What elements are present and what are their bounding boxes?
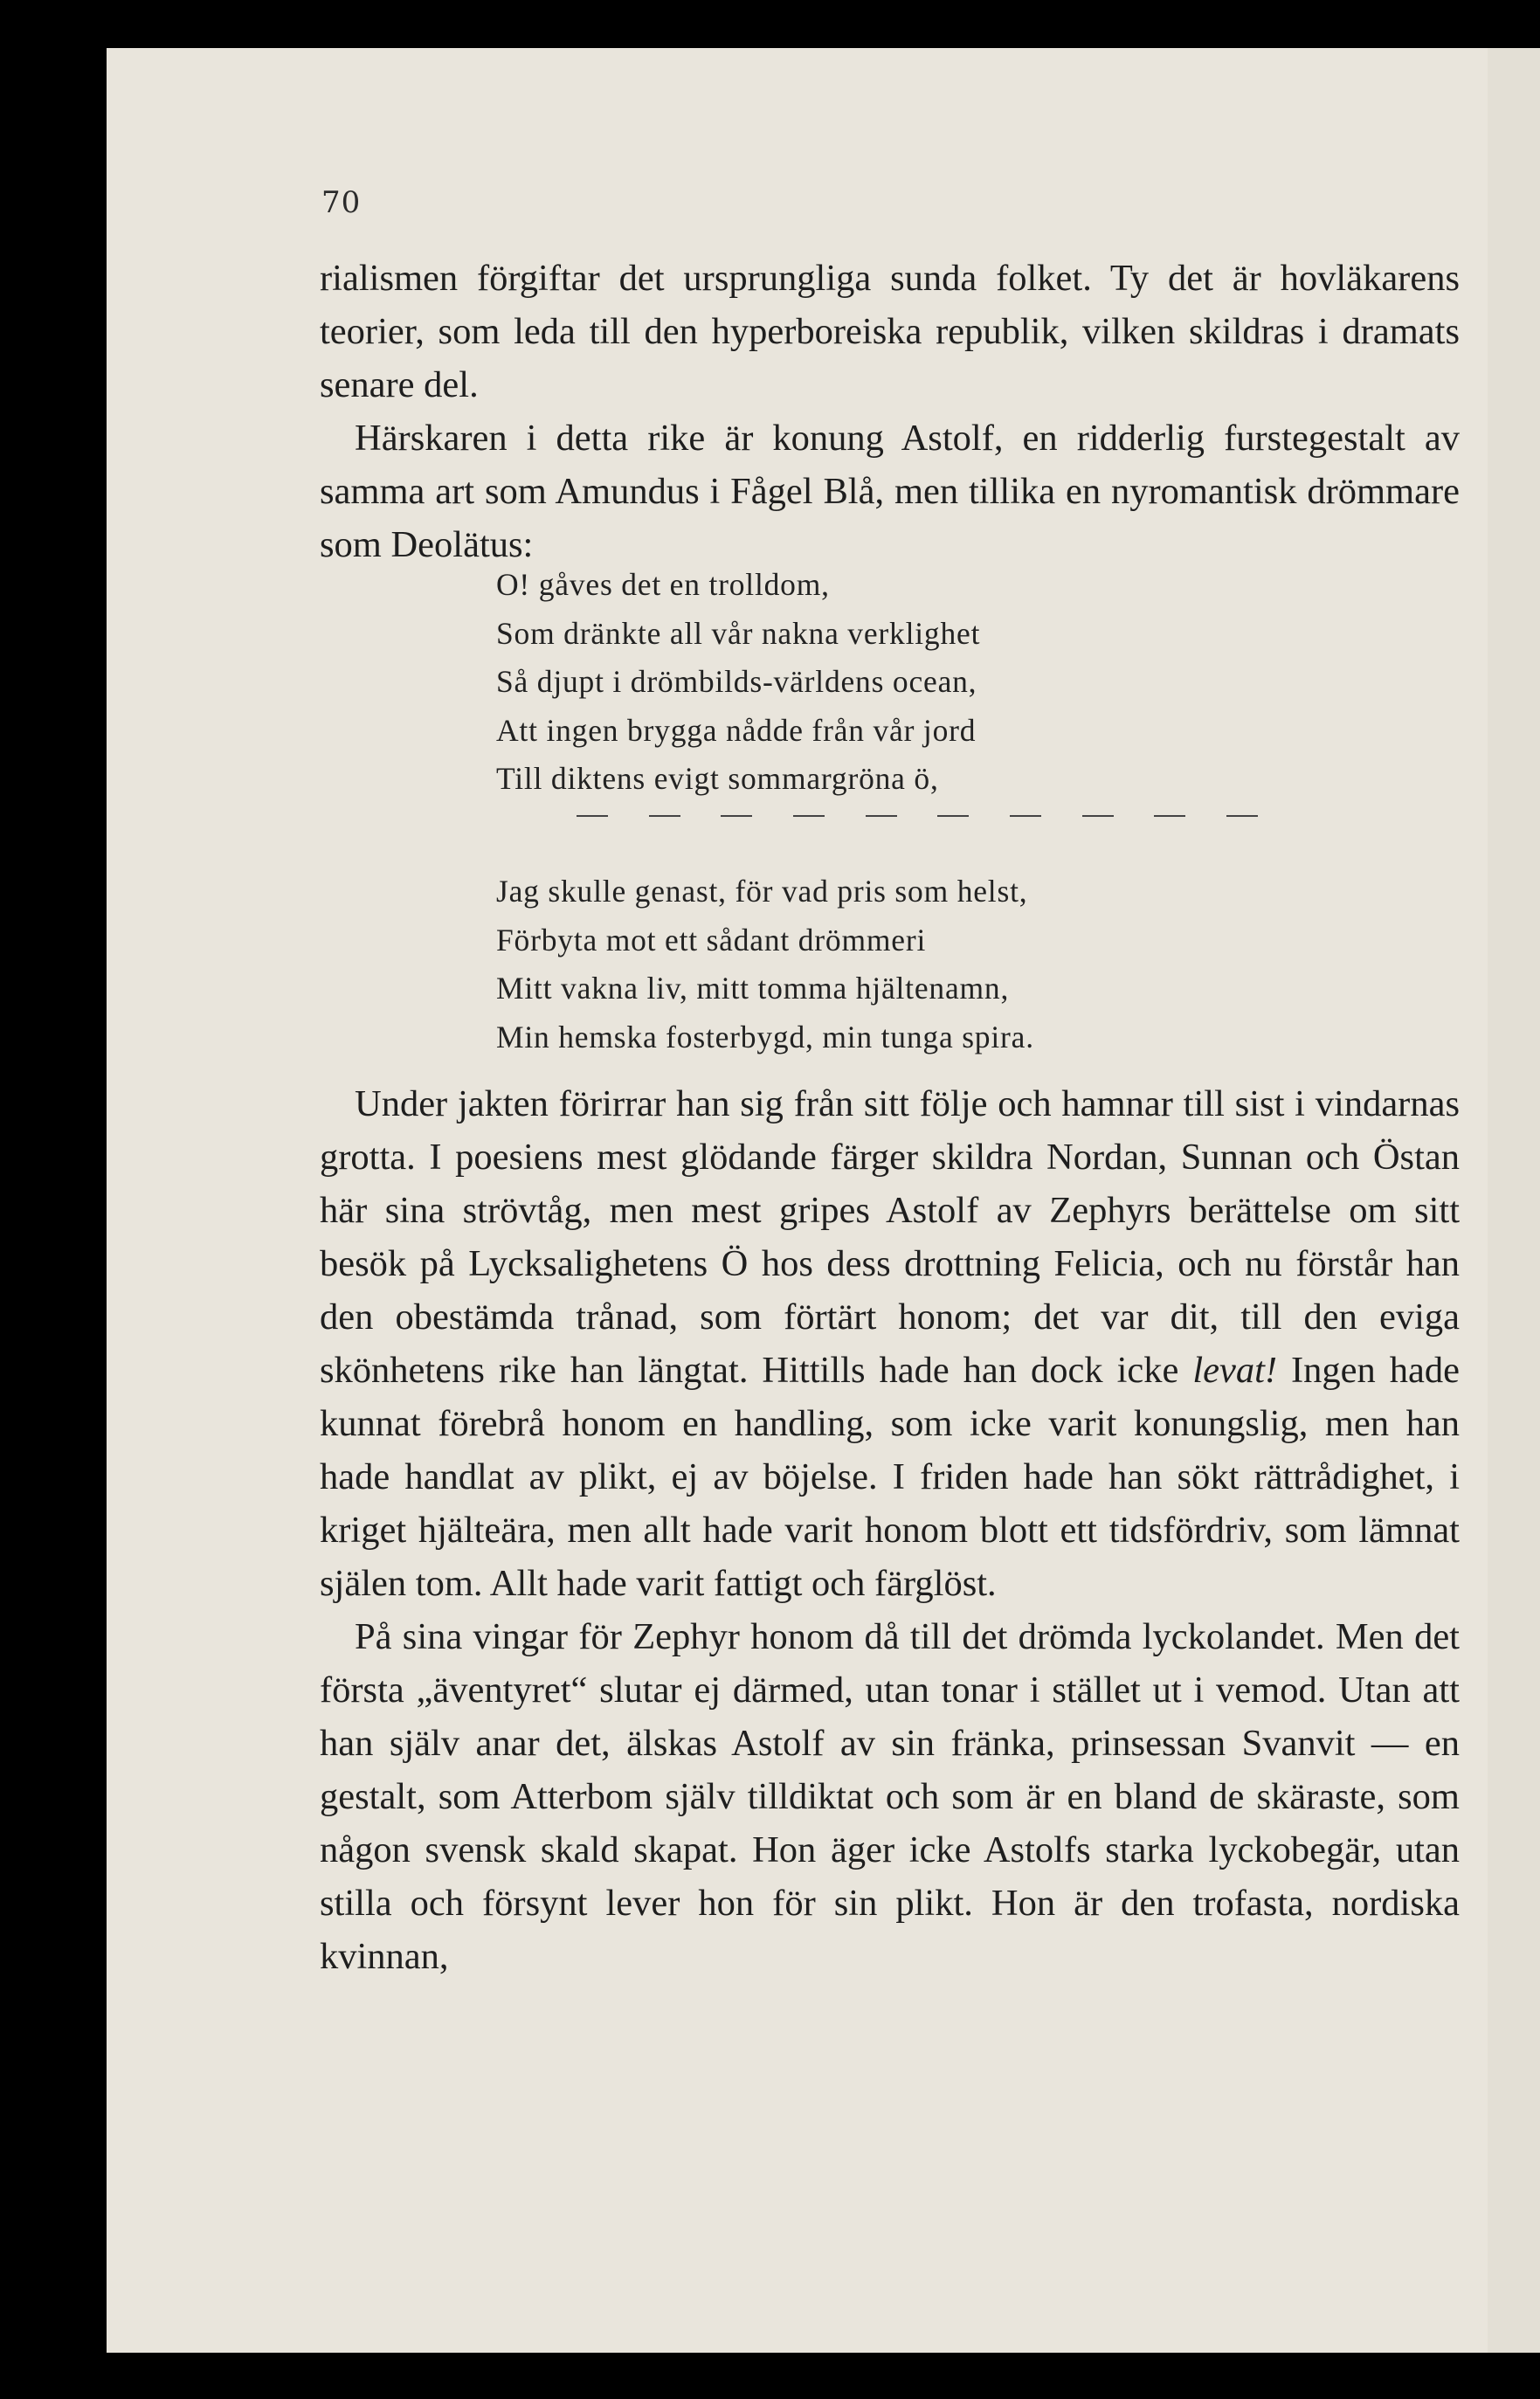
verse-line: Till diktens evigt sommargröna ö,	[496, 761, 939, 796]
paragraph-3-text-cont: Ingen hade kunnat förebrå honom en handling, som icke varit konungslig, men han hade handlat av plikt, ej av böjelse. I friden hade han sökt rättrådighet, i kriget hjälteära, men allt hade varit honom blott ett tidsfördriv, som lämnat själen tom. Allt hade varit fattigt och färglöst.	[320, 1350, 1460, 1604]
paragraph-1: rialismen förgiftar det ursprungliga sunda folket. Ty det är hovläkarens teorier, som leda till den hyperboreiska republik, vilken skildras i dramats senare del.	[320, 258, 1460, 405]
verse-line: Mitt vakna liv, mitt tomma hjältenamn,	[496, 971, 1010, 1006]
paragraph-2: Härskaren i detta rike är konung Astolf, en ridderlig furstegestalt av samma art som Amundus i Fågel Blå, men tillika en nyromantisk drömmare som Deolätus:	[320, 418, 1460, 565]
paragraph-3	[320, 1077, 1460, 1610]
verse-ellipsis-dashes	[577, 799, 1258, 833]
verse-line: Min hemska fosterbygd, min tunga spira.	[496, 1019, 1034, 1054]
paragraph-3-text: Under jakten förirrar han sig från sitt följe och hamnar till sist i vindarnas grotta. I poesiens mest glödande färger skildra Nordan, Sunnan och Östan här sina strövtåg, men mest gripes Astolf av Zephyrs berättelse om sitt besök på Lycksalighetens Ö hos dess drottning Felicia, och nu förstår han den obestämda trånad, som förtärt honom; det var dit, till den eviga skönhetens rike han längtat. Hittills hade han dock icke	[320, 1083, 1460, 1391]
page-number: 70	[321, 185, 362, 220]
verse-line: Att ingen brygga nådde från vår jord	[496, 712, 977, 748]
verse-line: Jag skulle genast, för vad pris som helst,	[496, 874, 1028, 909]
page-edge	[1488, 48, 1540, 2353]
verse-line: Som dränkte all vår nakna verklighet	[496, 615, 981, 651]
verse-line: Förbyta mot ett sådant drömmeri	[496, 922, 927, 958]
prose-bottom	[320, 1077, 1460, 1983]
emphasis-levat: levat!	[1192, 1350, 1278, 1391]
verse-line: O! gåves det en trolldom,	[496, 567, 830, 602]
verse-stanza-1	[496, 561, 1370, 804]
paragraph-4: På sina vingar för Zephyr honom då till det drömda lyckolandet. Men det första „äventyret“ slutar ej därmed, utan tonar i stället ut i vemod. Utan att han själv anar det, älskas Astolf av sin fränka, prinsessan Svanvit — en gestalt, som Atterbom själv tilldiktat och som är en bland de skäraste, som någon svensk skald skapat. Hon äger icke Astolfs starka lyckobegär, utan stilla och försynt lever hon för sin plikt. Hon är den trofasta, nordiska kvinnan,	[320, 1616, 1460, 1977]
prose-top	[320, 252, 1460, 571]
verse-stanza-2	[496, 868, 1370, 1061]
verse-line: Så djupt i drömbilds-världens ocean,	[496, 664, 977, 699]
